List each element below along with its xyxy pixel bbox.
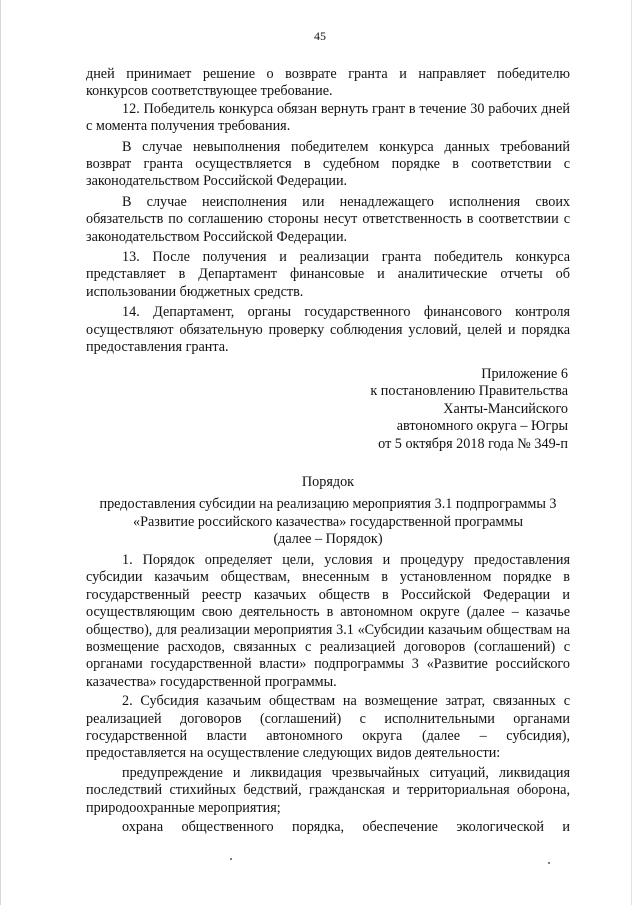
paragraph-court: В случае невыполнения победителем конкурса данных требований возврат гранта осуществляется в судебном порядке в соответствии с законодательством Российской Федерации.	[86, 138, 570, 190]
paragraph-13: 13. После получения и реализации гранта победитель конкурса представляет в Департамент финансовые и аналитические отчеты об использовании бюджетных средств.	[86, 249, 570, 300]
scan-edge-left	[0, 0, 1, 905]
scan-edge-right	[631, 0, 632, 905]
page-number: 45	[314, 29, 326, 43]
procedure-section	[86, 552, 570, 837]
appendix-date-line: от 5 октября 2018 года № 349-п	[378, 435, 568, 452]
paragraph-continuation: дней принимает решение о возврате гранта и направляет победителю конкурсов соответствующее требование.	[86, 66, 570, 100]
paragraph-12: 12. Победитель конкурса обязан вернуть грант в течение 30 рабочих дней с момента получения требования.	[86, 100, 570, 135]
scan-speck	[548, 862, 550, 864]
paragraph-14: 14. Департамент, органы государственного финансового контроля осуществляют обязательную проверку соблюдения условий, целей и порядка предоставления гранта.	[86, 304, 570, 356]
paragraph-liability: В случае неисполнения или ненадлежащего исполнения своих обязательств по соглашению стороны несут ответственность в соответствии с законодательством Российской Федерации.	[86, 193, 570, 245]
paragraph-activity-2: охрана общественного порядка, обеспечение экологической и	[122, 819, 570, 836]
document-title	[80, 474, 576, 549]
title-line: предоставления субсидии на реализацию мероприятия 3.1 подпрограммы 3	[99, 496, 557, 513]
appendix-line: автономного округа – Югры	[396, 418, 568, 435]
appendix-header	[370, 366, 568, 453]
top-section	[86, 66, 570, 357]
title-line: «Развитие российского казачества» государственной программы	[133, 513, 523, 530]
title-heading: Порядок	[301, 474, 355, 490]
scan-speck	[230, 858, 232, 860]
paragraph-2: 2. Субсидия казачьим обществам на возмещение затрат, связанных с реализацией договоров (соглашений) с исполнительными органами государственной власти автономного округа (далее – субсидия), предоставляется на осуществление следующих видов деятельности:	[86, 693, 570, 762]
appendix-line: к постановлению Правительства	[370, 383, 568, 400]
title-line: (далее – Порядок)	[273, 531, 383, 548]
appendix-line: Приложение 6	[481, 366, 568, 382]
paragraph-activity-1: предупреждение и ликвидация чрезвычайных ситуаций, ликвидация последствий стихийных бедствий, гражданская и территориальная оборона, природоохранные мероприятия;	[86, 764, 570, 816]
appendix-line: Ханты-Мансийского	[443, 400, 568, 417]
paragraph-1: 1. Порядок определяет цели, условия и процедуру предоставления субсидии казачьим обществам, внесенным в установленном порядке в государственный реестр казачьих обществ в Российской Федерации и осуществляющим свою деятельность в автономном округе (далее – казачье общество), для реализации мероприятия 3.1 «Субсидии казачьим обществам на возмещение расходов, связанных с реализацией договоров (соглашений) с органами государственной власти» подпрограммы 3 «Развитие российского казачества» государственной программы.	[86, 552, 570, 690]
